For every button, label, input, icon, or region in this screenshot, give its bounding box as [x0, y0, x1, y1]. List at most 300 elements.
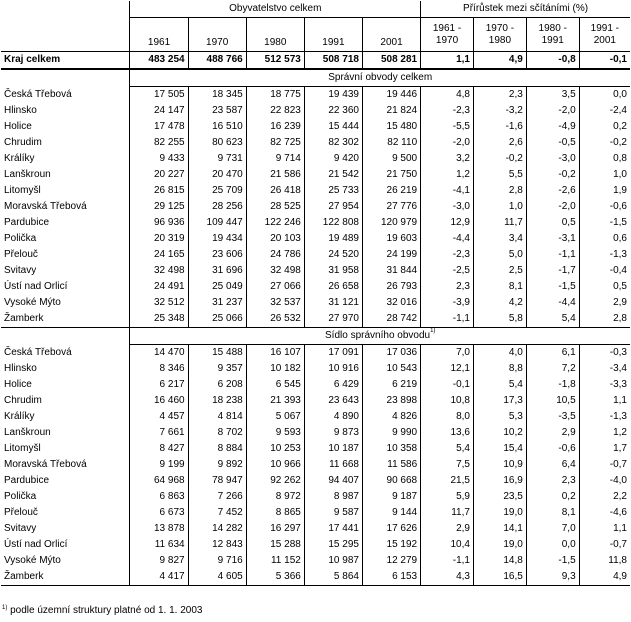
row-label: Moravská Třebová — [4, 459, 87, 470]
table-row — [1, 231, 630, 247]
table-row — [1, 183, 630, 199]
growth-value: -0,4 — [579, 263, 630, 279]
table-row — [1, 295, 630, 311]
row-label: Česká Třebová — [4, 346, 72, 358]
growth-value: -0,3 — [579, 345, 630, 362]
population-value: 11 668 — [304, 457, 362, 473]
growth-value: 16,9 — [473, 473, 526, 489]
population-value: 512 573 — [246, 52, 304, 70]
growth-value: 0,0 — [579, 87, 630, 104]
growth-value: -1,3 — [579, 247, 630, 263]
population-value: 9 199 — [130, 457, 188, 473]
growth-value: -3,4 — [579, 361, 630, 377]
growth-value: -1,7 — [526, 263, 579, 279]
header-growth-group: Přírůstek mezi sčítáními (%) — [421, 1, 630, 18]
growth-value: 2,8 — [579, 311, 630, 328]
population-value: 15 444 — [304, 119, 362, 135]
row-label: Ústí nad Orlicí — [4, 281, 68, 292]
population-value: 18 345 — [188, 87, 246, 104]
population-value: 8 427 — [130, 441, 188, 457]
population-value: 4 890 — [304, 409, 362, 425]
growth-value: -1,5 — [526, 553, 579, 569]
footnote-mark: 1) — [430, 328, 436, 334]
population-value: 24 199 — [362, 247, 420, 263]
population-value: 5 366 — [246, 569, 304, 586]
row-label: Hlinsko — [4, 363, 37, 374]
row-label: Kraj celkem — [1, 52, 130, 70]
population-value: 96 936 — [130, 215, 188, 231]
population-value: 10 182 — [246, 361, 304, 377]
population-value: 21 750 — [362, 167, 420, 183]
growth-value: 2,3 — [421, 279, 474, 295]
population-value: 20 227 — [130, 167, 188, 183]
growth-value: 4,3 — [421, 569, 474, 586]
period-start: 1970 - — [485, 22, 515, 34]
table-row — [1, 489, 630, 505]
growth-value: 5,4 — [421, 441, 474, 457]
growth-value: -3,2 — [473, 103, 526, 119]
row-label: Žamberk — [1, 569, 130, 586]
population-value: 26 532 — [246, 311, 304, 328]
growth-value: 3,4 — [473, 231, 526, 247]
growth-value: 11,7 — [473, 215, 526, 231]
growth-value: 0,5 — [579, 279, 630, 295]
population-value: 6 429 — [304, 377, 362, 393]
row-label: Litomyšl — [4, 185, 41, 196]
growth-value: -0,1 — [421, 377, 474, 393]
table-row — [1, 425, 630, 441]
growth-value: -3,0 — [526, 151, 579, 167]
row-label: Česká Třebová — [4, 88, 72, 100]
row-label: Holice — [4, 379, 32, 390]
population-value: 28 256 — [188, 199, 246, 215]
population-value: 8 865 — [246, 505, 304, 521]
growth-value: 4,9 — [473, 52, 526, 70]
population-value: 9 892 — [188, 457, 246, 473]
population-value: 4 417 — [130, 569, 188, 586]
growth-value: 7,0 — [526, 521, 579, 537]
row-label: Přelouč — [4, 249, 38, 260]
table-row — [1, 215, 630, 231]
population-value: 19 446 — [362, 87, 420, 104]
growth-value: -2,3 — [421, 103, 474, 119]
population-value: 16 107 — [246, 345, 304, 362]
population-value: 31 958 — [304, 263, 362, 279]
table-row — [1, 505, 630, 521]
population-value: 92 262 — [246, 473, 304, 489]
population-value: 27 954 — [304, 199, 362, 215]
growth-value: -2,0 — [526, 103, 579, 119]
table-row — [1, 199, 630, 215]
growth-value: -0,7 — [579, 537, 630, 553]
row-label: Vysoké Mýto — [4, 297, 61, 308]
population-value: 7 266 — [188, 489, 246, 505]
population-value: 10 187 — [304, 441, 362, 457]
growth-value: 2,3 — [473, 87, 526, 104]
population-value: 19 603 — [362, 231, 420, 247]
population-value: 32 498 — [130, 263, 188, 279]
population-value: 27 970 — [304, 311, 362, 328]
population-value: 31 121 — [304, 295, 362, 311]
growth-value: 15,4 — [473, 441, 526, 457]
population-value: 12 279 — [362, 553, 420, 569]
population-value: 14 282 — [188, 521, 246, 537]
growth-value: 7,0 — [421, 345, 474, 362]
population-value: 17 036 — [362, 345, 420, 362]
growth-value: 0,0 — [526, 537, 579, 553]
table-row — [1, 409, 630, 425]
growth-value: -2,3 — [421, 247, 474, 263]
population-value: 18 775 — [246, 87, 304, 104]
growth-value: 14,8 — [473, 553, 526, 569]
growth-value: -4,4 — [421, 231, 474, 247]
population-value: 26 815 — [130, 183, 188, 199]
growth-value: 7,2 — [526, 361, 579, 377]
table-row — [1, 119, 630, 135]
growth-value: -0,8 — [526, 52, 579, 70]
population-value: 26 219 — [362, 183, 420, 199]
growth-value: -4,6 — [579, 505, 630, 521]
growth-value: 12,9 — [421, 215, 474, 231]
growth-value: 10,9 — [473, 457, 526, 473]
population-value: 9 716 — [188, 553, 246, 569]
growth-value: 1,1 — [579, 521, 630, 537]
population-value: 8 346 — [130, 361, 188, 377]
header-year: 1991 — [304, 18, 362, 52]
district-seats-header — [1, 328, 630, 345]
population-value: 5 067 — [246, 409, 304, 425]
period-end: 1980 — [488, 34, 512, 46]
population-value: 32 016 — [362, 295, 420, 311]
population-value: 24 165 — [130, 247, 188, 263]
growth-value: -4,4 — [526, 295, 579, 311]
population-value: 64 968 — [130, 473, 188, 489]
table-row — [1, 361, 630, 377]
table-row — [1, 393, 630, 409]
header-period — [579, 18, 630, 52]
population-value: 26 658 — [304, 279, 362, 295]
population-value: 17 505 — [130, 87, 188, 104]
table-row — [1, 311, 630, 328]
table-row — [1, 345, 630, 362]
population-value: 25 049 — [188, 279, 246, 295]
population-value: 22 823 — [246, 103, 304, 119]
growth-value: 1,2 — [579, 425, 630, 441]
population-value: 15 488 — [188, 345, 246, 362]
table-row — [1, 473, 630, 489]
growth-value: 1,1 — [579, 393, 630, 409]
population-value: 14 470 — [130, 345, 188, 362]
population-value: 6 545 — [246, 377, 304, 393]
growth-value: -0,6 — [526, 441, 579, 457]
population-value: 6 208 — [188, 377, 246, 393]
growth-value: 1,0 — [473, 199, 526, 215]
population-value: 25 066 — [188, 311, 246, 328]
growth-value: 23,5 — [473, 489, 526, 505]
population-value: 23 643 — [304, 393, 362, 409]
population-value: 27 066 — [246, 279, 304, 295]
population-value: 31 237 — [188, 295, 246, 311]
growth-value: -3,3 — [579, 377, 630, 393]
growth-value: -2,0 — [526, 199, 579, 215]
table-row — [1, 167, 630, 183]
population-value: 8 972 — [246, 489, 304, 505]
section-title — [130, 328, 630, 345]
period-end: 1970 — [435, 34, 459, 46]
growth-value: 21,5 — [421, 473, 474, 489]
table-row — [1, 247, 630, 263]
population-value: 9 593 — [246, 425, 304, 441]
growth-value: -1,1 — [421, 553, 474, 569]
growth-value: 8,0 — [421, 409, 474, 425]
table-row — [1, 151, 630, 167]
growth-value: 8,1 — [473, 279, 526, 295]
growth-value: 3,2 — [421, 151, 474, 167]
population-value: 16 460 — [130, 393, 188, 409]
growth-value: 5,4 — [473, 377, 526, 393]
population-value: 8 702 — [188, 425, 246, 441]
row-label: Chrudim — [4, 395, 42, 406]
population-value: 8 884 — [188, 441, 246, 457]
table-row — [1, 135, 630, 151]
header-year: 1970 — [188, 18, 246, 52]
row-label: Přelouč — [4, 507, 38, 518]
population-value: 6 863 — [130, 489, 188, 505]
population-value: 20 103 — [246, 231, 304, 247]
growth-value: 10,8 — [421, 393, 474, 409]
population-value: 4 605 — [188, 569, 246, 586]
population-value: 122 808 — [304, 215, 362, 231]
growth-value: 9,3 — [526, 569, 579, 586]
growth-value: 2,3 — [526, 473, 579, 489]
growth-value: 5,3 — [473, 409, 526, 425]
growth-value: -2,5 — [421, 263, 474, 279]
population-value: 16 239 — [246, 119, 304, 135]
population-value: 24 147 — [130, 103, 188, 119]
row-label: Polička — [4, 233, 37, 244]
population-value: 25 709 — [188, 183, 246, 199]
growth-value: 19,0 — [473, 505, 526, 521]
growth-value: 1,1 — [421, 52, 474, 70]
growth-value: -1,1 — [421, 311, 474, 328]
population-value: 4 814 — [188, 409, 246, 425]
population-value: 21 393 — [246, 393, 304, 409]
growth-value: -1,5 — [526, 279, 579, 295]
growth-value: 10,5 — [526, 393, 579, 409]
growth-value: -2,6 — [526, 183, 579, 199]
population-value: 26 793 — [362, 279, 420, 295]
population-value: 8 987 — [304, 489, 362, 505]
row-label: Litomyšl — [4, 443, 41, 454]
population-value: 32 498 — [246, 263, 304, 279]
section-blank — [1, 328, 130, 345]
growth-value: 12,1 — [421, 361, 474, 377]
header-period — [421, 18, 474, 52]
growth-value: -1,6 — [473, 119, 526, 135]
growth-value: 19,0 — [473, 537, 526, 553]
population-value: 17 478 — [130, 119, 188, 135]
growth-value: 11,7 — [421, 505, 474, 521]
population-value: 16 297 — [246, 521, 304, 537]
total-row — [1, 52, 630, 70]
growth-value: -0,6 — [579, 199, 630, 215]
population-value: 16 510 — [188, 119, 246, 135]
population-value: 6 673 — [130, 505, 188, 521]
table-row — [1, 103, 630, 119]
population-value: 28 742 — [362, 311, 420, 328]
table-row — [1, 263, 630, 279]
population-value: 19 434 — [188, 231, 246, 247]
growth-value: 5,4 — [526, 311, 579, 328]
table-row — [1, 569, 630, 586]
growth-value: -0,2 — [526, 167, 579, 183]
population-value: 9 144 — [362, 505, 420, 521]
growth-value: -4,0 — [579, 473, 630, 489]
growth-value: 16,5 — [473, 569, 526, 586]
population-value: 5 864 — [304, 569, 362, 586]
growth-value: -0,1 — [579, 52, 630, 70]
growth-value: 4,9 — [579, 569, 630, 586]
population-value: 508 718 — [304, 52, 362, 70]
growth-value: 0,6 — [579, 231, 630, 247]
growth-value: -3,9 — [421, 295, 474, 311]
growth-value: -4,1 — [421, 183, 474, 199]
population-value: 15 192 — [362, 537, 420, 553]
population-value: 24 520 — [304, 247, 362, 263]
growth-value: 0,2 — [579, 119, 630, 135]
population-table — [1, 1, 630, 586]
population-value: 15 288 — [246, 537, 304, 553]
population-value: 11 634 — [130, 537, 188, 553]
row-label: Králíky — [4, 153, 35, 164]
header-period — [473, 18, 526, 52]
growth-value: 13,6 — [421, 425, 474, 441]
header-year: 2001 — [362, 18, 420, 52]
growth-value: -0,5 — [526, 135, 579, 151]
section-title-text: Sídlo správního obvodu — [325, 330, 431, 341]
row-label: Moravská Třebová — [4, 201, 87, 212]
table-row — [1, 537, 630, 553]
population-value: 9 990 — [362, 425, 420, 441]
header-corner — [1, 1, 130, 18]
population-value: 17 091 — [304, 345, 362, 362]
population-value: 10 253 — [246, 441, 304, 457]
population-value: 31 844 — [362, 263, 420, 279]
table-row — [1, 457, 630, 473]
growth-value: 4,8 — [421, 87, 474, 104]
period-end: 2001 — [593, 34, 616, 46]
population-value: 4 457 — [130, 409, 188, 425]
table-row — [1, 377, 630, 393]
population-value: 21 824 — [362, 103, 420, 119]
growth-value: 5,9 — [421, 489, 474, 505]
growth-value: 0,8 — [579, 151, 630, 167]
population-value: 9 187 — [362, 489, 420, 505]
population-value: 488 766 — [188, 52, 246, 70]
header-population-group: Obyvatelstvo celkem — [130, 1, 421, 18]
population-value: 82 725 — [246, 135, 304, 151]
population-value: 29 125 — [130, 199, 188, 215]
population-value: 19 489 — [304, 231, 362, 247]
period-end: 1991 — [541, 34, 564, 46]
row-label: Pardubice — [4, 217, 50, 228]
population-value: 21 542 — [304, 167, 362, 183]
growth-value: 5,8 — [473, 311, 526, 328]
population-value: 10 916 — [304, 361, 362, 377]
growth-value: -3,5 — [526, 409, 579, 425]
population-value: 23 606 — [188, 247, 246, 263]
growth-value: 4,2 — [473, 295, 526, 311]
population-value: 12 843 — [188, 537, 246, 553]
growth-value: 2,2 — [579, 489, 630, 505]
population-value: 17 626 — [362, 521, 420, 537]
growth-value: 4,0 — [473, 345, 526, 362]
growth-value: -1,8 — [526, 377, 579, 393]
growth-value: 6,4 — [526, 457, 579, 473]
row-label: Polička — [4, 491, 37, 502]
population-value: 11 586 — [362, 457, 420, 473]
population-value: 9 827 — [130, 553, 188, 569]
population-value: 26 418 — [246, 183, 304, 199]
growth-value: 2,8 — [473, 183, 526, 199]
population-value: 6 153 — [362, 569, 420, 586]
row-label: Chrudim — [4, 137, 42, 148]
growth-value: -3,1 — [526, 231, 579, 247]
administrative-districts-header — [1, 69, 630, 87]
growth-value: -0,2 — [473, 151, 526, 167]
footnote-text: podle územní struktury platné od 1. 1. 2003 — [7, 605, 203, 616]
growth-value: -1,1 — [526, 247, 579, 263]
row-label: Svitavy — [4, 265, 37, 276]
row-label: Ústí nad Orlicí — [4, 539, 68, 550]
population-value: 25 348 — [130, 311, 188, 328]
population-value: 7 661 — [130, 425, 188, 441]
header-period — [526, 18, 579, 52]
header-corner-2 — [1, 18, 130, 52]
population-value: 15 295 — [304, 537, 362, 553]
population-value: 6 219 — [362, 377, 420, 393]
growth-value: -2,0 — [421, 135, 474, 151]
population-value: 94 407 — [304, 473, 362, 489]
growth-value: -0,2 — [579, 135, 630, 151]
population-value: 82 302 — [304, 135, 362, 151]
population-value: 23 898 — [362, 393, 420, 409]
table-row — [1, 279, 630, 295]
growth-value: 1,2 — [421, 167, 474, 183]
population-value: 10 987 — [304, 553, 362, 569]
population-value: 15 480 — [362, 119, 420, 135]
growth-value: 2,6 — [473, 135, 526, 151]
population-value: 9 731 — [188, 151, 246, 167]
population-value: 17 441 — [304, 521, 362, 537]
period-start: 1961 - — [432, 22, 462, 34]
population-value: 109 447 — [188, 215, 246, 231]
growth-value: 6,1 — [526, 345, 579, 362]
population-value: 82 110 — [362, 135, 420, 151]
row-label: Vysoké Mýto — [4, 555, 61, 566]
growth-value: 8,8 — [473, 361, 526, 377]
growth-value: 2,9 — [579, 295, 630, 311]
row-label: Holice — [4, 121, 32, 132]
population-value: 19 439 — [304, 87, 362, 104]
growth-value: 2,9 — [526, 425, 579, 441]
row-label: Žamberk — [4, 313, 44, 324]
growth-value: 10,4 — [421, 537, 474, 553]
growth-value: 2,5 — [473, 263, 526, 279]
header-row-years — [1, 18, 630, 52]
population-value: 10 543 — [362, 361, 420, 377]
growth-value: 2,9 — [421, 521, 474, 537]
